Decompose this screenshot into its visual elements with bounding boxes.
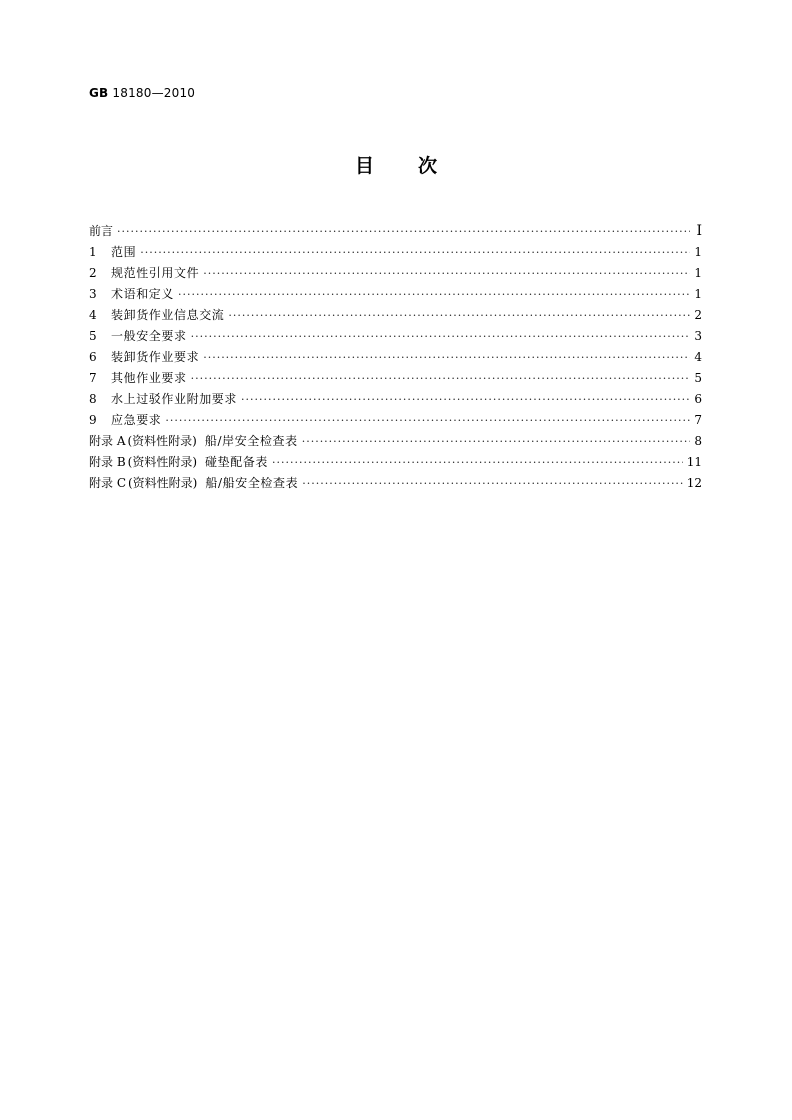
toc-entry-annex-b[interactable] — [89, 452, 702, 473]
toc-entry-2[interactable] — [89, 263, 702, 284]
toc-number: 9 — [89, 413, 97, 427]
toc-page: 5 — [694, 371, 702, 385]
toc-page: 8 — [694, 434, 702, 448]
toc-page: 6 — [694, 392, 702, 406]
dot-leader — [203, 263, 690, 284]
toc-page: 1 — [694, 266, 702, 280]
annex-prefix: 附录 C — [89, 476, 126, 490]
dot-leader — [117, 221, 690, 242]
toc-page: 12 — [686, 476, 702, 490]
toc-page: 11 — [686, 455, 702, 469]
dot-leader — [191, 326, 690, 347]
toc-number: 3 — [89, 287, 97, 301]
dot-leader — [203, 347, 690, 368]
standard-number: 18180—2010 — [112, 86, 196, 100]
dot-leader — [228, 305, 690, 326]
toc-number: 4 — [89, 308, 97, 322]
toc-label: 范围 — [111, 245, 137, 259]
annex-prefix: 附录 A — [89, 434, 126, 448]
toc-label: 水上过驳作业附加要求 — [111, 392, 238, 406]
toc-number: 5 — [89, 329, 97, 343]
dot-leader — [302, 431, 690, 452]
toc-entry-9[interactable] — [89, 410, 702, 431]
toc-entry-6[interactable] — [89, 347, 702, 368]
toc-label: 一般安全要求 — [111, 329, 187, 343]
toc-label: 其他作业要求 — [111, 371, 187, 385]
toc-entry-5[interactable] — [89, 326, 702, 347]
dot-leader — [140, 242, 690, 263]
toc-page: 2 — [694, 308, 702, 322]
toc-label: 术语和定义 — [111, 287, 175, 301]
dot-leader — [241, 389, 690, 410]
toc-entry-annex-c[interactable] — [89, 473, 702, 494]
toc-number: 8 — [89, 392, 97, 406]
toc-entry-annex-a[interactable] — [89, 431, 702, 452]
toc-number: 6 — [89, 350, 97, 364]
toc-entry-8[interactable] — [89, 389, 702, 410]
document-header — [89, 86, 195, 100]
annex-type: (资料性附录) — [127, 434, 197, 448]
annex-label: 船/船安全检查表 — [205, 476, 299, 490]
title-part-2: 次 — [418, 155, 438, 177]
dot-leader — [191, 368, 690, 389]
dot-leader — [165, 410, 690, 431]
toc-label: 前言 — [89, 224, 114, 238]
toc-page: 4 — [694, 350, 702, 364]
toc-number: 1 — [89, 245, 97, 259]
toc-entry-preface[interactable] — [89, 221, 702, 242]
table-of-contents — [89, 221, 702, 494]
annex-prefix: 附录 B — [89, 455, 126, 469]
annex-label: 碰垫配备表 — [205, 455, 269, 469]
toc-entry-4[interactable] — [89, 305, 702, 326]
page-title — [0, 151, 792, 178]
standard-code: GB — [89, 86, 109, 100]
toc-page: 1 — [694, 287, 702, 301]
toc-label: 装卸货作业要求 — [111, 350, 200, 364]
toc-entry-3[interactable] — [89, 284, 702, 305]
title-part-1: 目 — [354, 155, 374, 177]
toc-page: Ⅰ — [696, 223, 702, 239]
dot-leader — [178, 284, 690, 305]
toc-page: 3 — [694, 329, 702, 343]
toc-page: 7 — [694, 413, 702, 427]
dot-leader — [272, 452, 683, 473]
annex-type: (资料性附录) — [128, 476, 198, 490]
toc-label: 装卸货作业信息交流 — [111, 308, 225, 322]
toc-page: 1 — [694, 245, 702, 259]
annex-label: 船/岸安全检查表 — [204, 434, 298, 448]
annex-type: (资料性附录) — [127, 455, 198, 469]
dot-leader — [302, 473, 683, 494]
toc-entry-1[interactable] — [89, 242, 702, 263]
toc-label: 应急要求 — [111, 413, 162, 427]
toc-number: 7 — [89, 371, 97, 385]
toc-number: 2 — [89, 266, 97, 280]
toc-label: 规范性引用文件 — [111, 266, 200, 280]
toc-entry-7[interactable] — [89, 368, 702, 389]
